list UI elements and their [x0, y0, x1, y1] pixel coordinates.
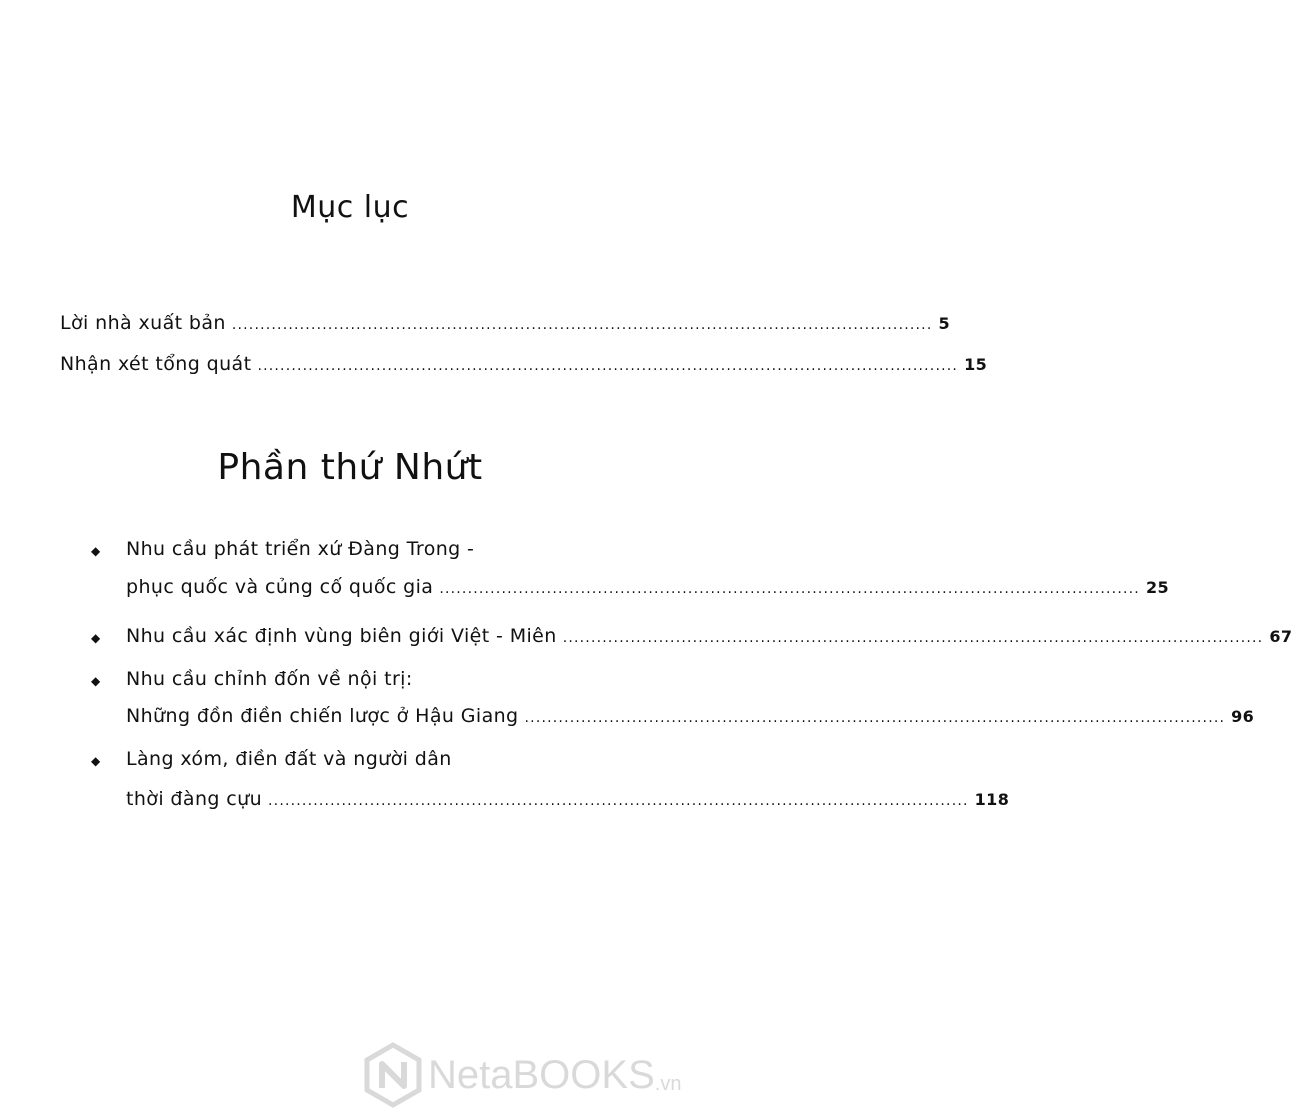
- toc-entry-page: 5: [938, 314, 951, 333]
- toc-entry-page: 15: [964, 355, 988, 374]
- toc-entry-section-4[interactable]: [126, 788, 1010, 810]
- bullet-icon: ◆: [91, 544, 101, 558]
- toc-entry-title[interactable]: Nhu cầu chỉnh đốn về nội trị:: [126, 668, 413, 690]
- toc-entry-page: 25: [1145, 578, 1170, 597]
- bullet-icon: ◆: [91, 754, 101, 768]
- toc-entry-title: Nhu cầu xác định vùng biên giới Việt - Miên: [126, 625, 557, 647]
- dot-leader: ............................................................................................................................: [562, 630, 1264, 646]
- part-title: Phần thứ Nhứt: [217, 447, 483, 488]
- netabooks-logo-icon: [362, 1042, 424, 1108]
- toc-entry-page: 67: [1269, 627, 1292, 646]
- toc-entry-title-continued: phục quốc và củng cố quốc gia: [126, 576, 434, 598]
- netabooks-watermark: [362, 1040, 692, 1110]
- toc-title: Mục lục: [290, 190, 410, 225]
- toc-entry-section-2[interactable]: [126, 625, 1292, 647]
- toc-entry-page: 118: [974, 790, 1010, 809]
- dot-leader: ............................................................................................................................: [231, 317, 933, 333]
- dot-leader: ............................................................................................................................: [524, 710, 1226, 726]
- toc-entry-title: Nhận xét tổng quát: [60, 353, 252, 375]
- toc-entry-section-3[interactable]: [126, 705, 1255, 727]
- watermark-suffix: .vn: [654, 1073, 682, 1095]
- dot-leader: ............................................................................................................................: [268, 793, 969, 809]
- bullet-icon: ◆: [91, 674, 101, 688]
- toc-entry-overview[interactable]: [60, 353, 988, 375]
- toc-entry-title-continued: Những đồn điền chiến lược ở Hậu Giang: [126, 705, 519, 727]
- toc-entry-page: 96: [1231, 707, 1255, 726]
- dot-leader: ............................................................................................................................: [439, 581, 1140, 597]
- dot-leader: ............................................................................................................................: [257, 358, 959, 374]
- toc-entry-title[interactable]: Nhu cầu phát triển xứ Đàng Trong -: [126, 538, 475, 560]
- toc-entry-title-continued: thời đàng cựu: [126, 788, 263, 810]
- toc-entry-foreword[interactable]: [60, 312, 951, 334]
- toc-entry-title[interactable]: Làng xóm, điền đất và người dân: [126, 748, 452, 770]
- watermark-brand: NetaBOOKS: [428, 1052, 655, 1097]
- toc-entry-title: Lời nhà xuất bản: [60, 312, 226, 334]
- bullet-icon: ◆: [91, 631, 101, 645]
- toc-entry-section-1[interactable]: [126, 576, 1170, 598]
